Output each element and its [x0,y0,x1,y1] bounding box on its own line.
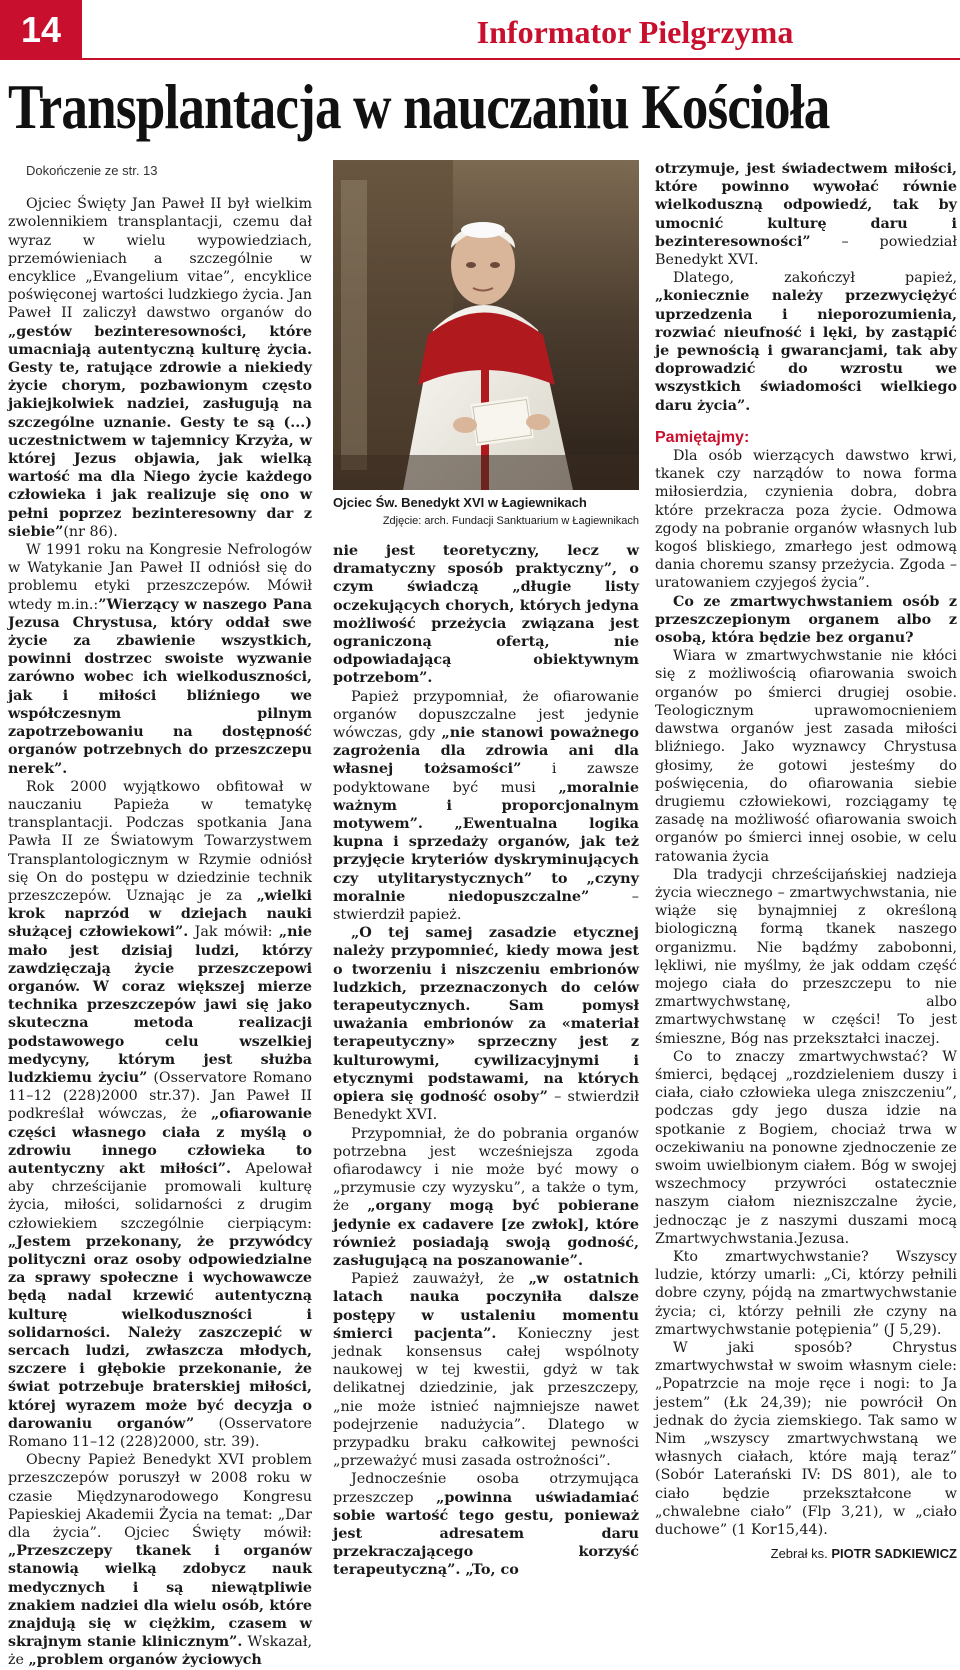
continued-note: Dokończenie ze str. 13 [26,163,158,178]
article-headline: Transplantacja w nauczaniu Kościoła [8,71,830,142]
paragraph: Obecny Papież Benedykt XVI problem przeszczepów poruszył w 2008 roku w czasie Międzynarodowego Kongresu Papieskiej Akademii Życia na temat: „Dar dla życia”. Ojciec Święty mówił: „Przeszczepy tkanek i organów stanowią wielką zdobycz nauk medycznych i są niewątpliwie znakiem nadziei dla wielu osób, które znajdują się w ciężkim, czasem w skrajnym stanie klinicznym”. Wskazał, że „problem organów życiowych [8,1452,312,1669]
paragraph: otrzymuje, jest świadectwem miłości, które powinno wywołać równie wielkoduszną odpowiedź, tak by umocnić kulturę daru i bezinteresowności” – powiedział Benedykt XVI. [655,161,957,269]
photo-image [333,160,639,490]
photo-credit: Zdjęcie: arch. Fundacji Sanktuarium w Łagiewnikach [382,515,639,527]
paragraph: Co to znaczy zmartwychwstać? W śmierci, będącej „rozdzieleniem duszy i ciała, ciało człowieka ulega zniszczeniu”, podczas gdy jego dusza idzie na spotkanie z Bogiem, chociaż trwa w oczekiwaniu na ponowne zjednoczenie ze swoim uwielbionym ciałem. Bóg w swojej wszechmocy przywróci ostatecznie naszym ciałom niezniszczalne życie, jednocząc je z naszymi duszami mocą Zmartwychwstania.Jezusa. [655,1048,957,1247]
rubric-title: Informator Pielgrzyma [476,14,794,50]
paragraph: Co ze zmartwychwstaniem osób z przeszczepionym organem albo z osobą, która będzie bez organu? [655,593,957,647]
section-heading: Pamiętajmy: [655,428,750,446]
paragraph: Dla tradycji chrześcijańskiej nadzieja życia wiecznego – zmartwychwstania, nie wiąże się bynajmniej z określoną biologiczną formą tkanek naszego organizmu. Nie bądźmy zabobonni, lękliwi, nie myślmy, że jak oddam część mojego ciała do przeszczepu to nie zmartwychwstanę, albo zmartwychwstanę w części! To jest śmieszne, Bóg nas przekształci inaczej. [655,866,957,1047]
column-1 [8,162,312,1670]
paragraph: W jaki sposób? Chrystus zmartwychwstał w swoim własnym ciele: „Popatrzcie na moje ręce i nogi: to Ja jestem” (Łk 24,39); nie powrócił On jednak do życia ziemskiego. Tak samo w Nim „wszyscy zmartwychwstaną we własnych ciałach, które mają teraz” (Sobór Laterański IV: DS 801), ale to ciało będzie przekształcone w „chwalebne ciało” (Flp 3,21), w „ciało duchowe” (1 Kor15,44). [655,1340,957,1539]
paragraph: Dlatego, zakończył papież, „koniecznie należy przezwyciężyć uprzedzenia i nieporozumienia, rozwiać nieufność i lęki, by zastąpić je pewnością i gwarancjami, tak aby doprowadzić do wzrostu we wszystkich świadomości wielkiego daru życia”. [655,270,957,414]
paragraph: Papież zauważył, że „w ostatnich latach nauka poczyniła dalsze postępy w ustaleniu momentu śmierci pacjenta”. Konieczny jest jednak konsensus całej wspólnoty naukowej w tej kwestii, gdyż w tak delikatnej dziedzinie, jak przeszczepy, „nie może istnieć najmniejsze nawet podejrzenie nadużycia”. Dlatego w przypadku braku całkowitej pewności „przeważyć musi zasada ostrożności”. [333,1270,639,1470]
page-number: 14 [0,0,82,60]
paragraph: Papież przypomniał, że ofiarowanie organów dopuszczalne jest jedynie wówczas, gdy „nie stanowi poważnego zagrożenia dla zdrowia ani dla własnej tożsamości” i zawsze podyktowane być musi „moralnie ważnym i proporcjonalnym motywem”. „Ewentualna logika kupna i sprzedaży organów, jak też przyjęcie kryteriów dyskryminujących czy utylitarystycznych” to „czyny moralnie niedopuszczalne” – stwierdził papież. [333,688,640,924]
paragraph: Jednocześnie osoba otrzymująca przeszczep „powinna uświadamiać sobie wartość tego gestu, ponieważ jest adresatem daru przekraczającego korzyść terapeutyczną”. „To, co [333,1471,639,1579]
paragraph: Wiara w zmartwychwstanie nie kłóci się z możliwością ofiarowania swoich organów po śmierci drugiej osobie. Teologicznym uprawomocnieniem dawstwa organów jest zasada miłości bliźniego. Jako wyznawcy Chrystusa głosimy, że gotowi jesteśmy do poświęcenia, do ofiarowania siebie drugiemu człowiekowi, rozciągamy tę zasadę na możliwość ofiarowania swoich organów po śmierci innej osobie, w celu ratowania życia [655,648,957,865]
paragraph: nie jest teoretyczny, lecz w dramatyczny sposób praktyczny”, o czym świadczą „długie listy oczekujących chorych, których jedyna możliwość przeżycia związana jest ograniczoną ofertą, nie odpowiadającą obiektywnym potrzebom”. [333,542,639,687]
paragraph: Ojciec Święty Jan Paweł II był wielkim zwolennikiem transplantacji, czemu dał wyraz w wielu wypowiedziach, przemówieniach a szczególnie w encyklice „Evangelium vitae”, encyklice poświęconej wartości ludzkiego życia. Jan Paweł II zaliczył dawstwo organów do „gestów bezinteresowności, które umacniają autentyczną kulturę życia. Gesty te, ratujące zdrowie a niekiedy życie chorym, pozbawionym często jakiejkolwiek nadziei, zasługują na szczególne uznanie. Gesty te są (...) uczestnictwem w tajemnicy Krzyża, w której Jezus objawia, jak wielką wartość ma dla Niego życie każdego człowieka i jak realizuje się ono w pełni poprzez bezinteresowny dar z siebie”(nr 86). [8,196,312,540]
paragraph: Rok 2000 wyjątkowo obfitował w nauczaniu Papieża w tematykę transplantacji. Podczas spotkania Jana Pawła II ze Światowym Towarzystwem Transplantologicznym w Rzymie odniósł się On do postępu w dziedzinie technik przeszczepów. Uznając je za „wielki krok naprzód w dziejach nauki służącej człowiekowi”. Jak mówił: „nie mało jest dzisiaj ludzi, którzy zawdzięczają życie przeszczepowi organów. W coraz większej mierze technika przeszczepów jawi się jako skuteczna metoda realizacji podstawowego celu wszelkiej medycyny, którym jest służba ludzkiemu życiu” (Osservatore Romano 11–12 (228)2000 str.37). Jan Paweł II podkreślał wówczas, że „ofiarowanie części własnego ciała z myślą o zdrowiu innego człowieka to autentyczny akt miłości”. Apelował aby chrześcijanie promowali kulturę życia, miłości, solidarności z drugim człowiekiem szczególnie cierpiącym: „Jestem przekonany, że przywódcy polityczni oraz osoby odpowiedzialne za sprawy społeczne i wychowawcze będą nadal krzewić autentyczną kulturę wielkoduszności i solidarności. Należy zaszczepić w sercach ludzi, zwłaszcza młodych, szczere i głębokie przekonanie, że świat potrzebuje braterskiej miłości, której wyrazem może być decyzja o darowaniu organów” (Osservatore Romano 11–12 (228)2000, str. 39). [8,778,313,1451]
photo-caption: Ojciec Św. Benedykt XVI w Łagiewnikach [333,495,587,510]
paragraph: W 1991 roku na Kongresie Nefrologów w Watykanie Jan Paweł II odniósł się do problemu etyki przeszczepów. Mówił wtedy m.in.:”Wierzący w naszego Pana Jezusa Chrystusa, który oddał swe życie za zbawienie wszystkich, powinni dostrzec swoiste wyzwanie zarówno wobec ich wielkoduszności, jak i miłości bliźniego we współczesnym pilnym zapotrzebowaniu na dostępność organów potrzebnych do przeszczepu nerek”. [8,542,312,777]
column-2 [333,542,639,1580]
column-3 [655,160,957,1563]
photo-benedict-xvi [333,160,639,490]
header-rule [0,58,960,60]
paragraph: Przypomniał, że do pobrania organów potrzebna jest wcześniejsza zgoda ofiarodawcy i nie może być mowy o „przymusie czy wyzysku”, a także o tym, że „organy mogą być pobierane jedynie ex cadavere [ze zwłok], które również posiadają swoją godność, zasługującą na poszanowanie”. [333,1125,639,1269]
author-signature: Zebrał ks. PIOTR SADKIEWICZ [770,1546,957,1562]
paragraph: Kto zmartwychwstanie? Wszyscy ludzie, którzy umarli: „Ci, którzy pełnili dobre czyny, pójdą na zmartwychwstanie życia; ci, którzy pełnili złe czyny na zmartwychwstanie potępienia” (J 5,29). [655,1248,957,1338]
paragraph: Dla osób wierzących dawstwo krwi, tkanek czy narządów to nowa forma miłosierdzia, czynienia dobra, dobra które przekracza poza życie. Odmowa zgody na pobranie organów własnych lub kogoś bliskiego, zmarłego jest odmową dania choremu szansy przeżycia. Zgoda – uratowaniem czyjegoś życia”. [655,448,957,592]
paragraph: „O tej samej zasadzie etycznej należy przypomnieć, kiedy mowa jest o tworzeniu i niszczeniu embrionów ludzkich, przeznaczonych do celów terapeutycznych. Sam pomysł uważania embrionów za «materiał terapeutyczny» sprzeczny jest z kulturowymi, cywilizacyjnymi i etycznymi podstawami, na których opiera się godność osoby” – stwierdził Benedykt XVI. [333,924,640,1124]
